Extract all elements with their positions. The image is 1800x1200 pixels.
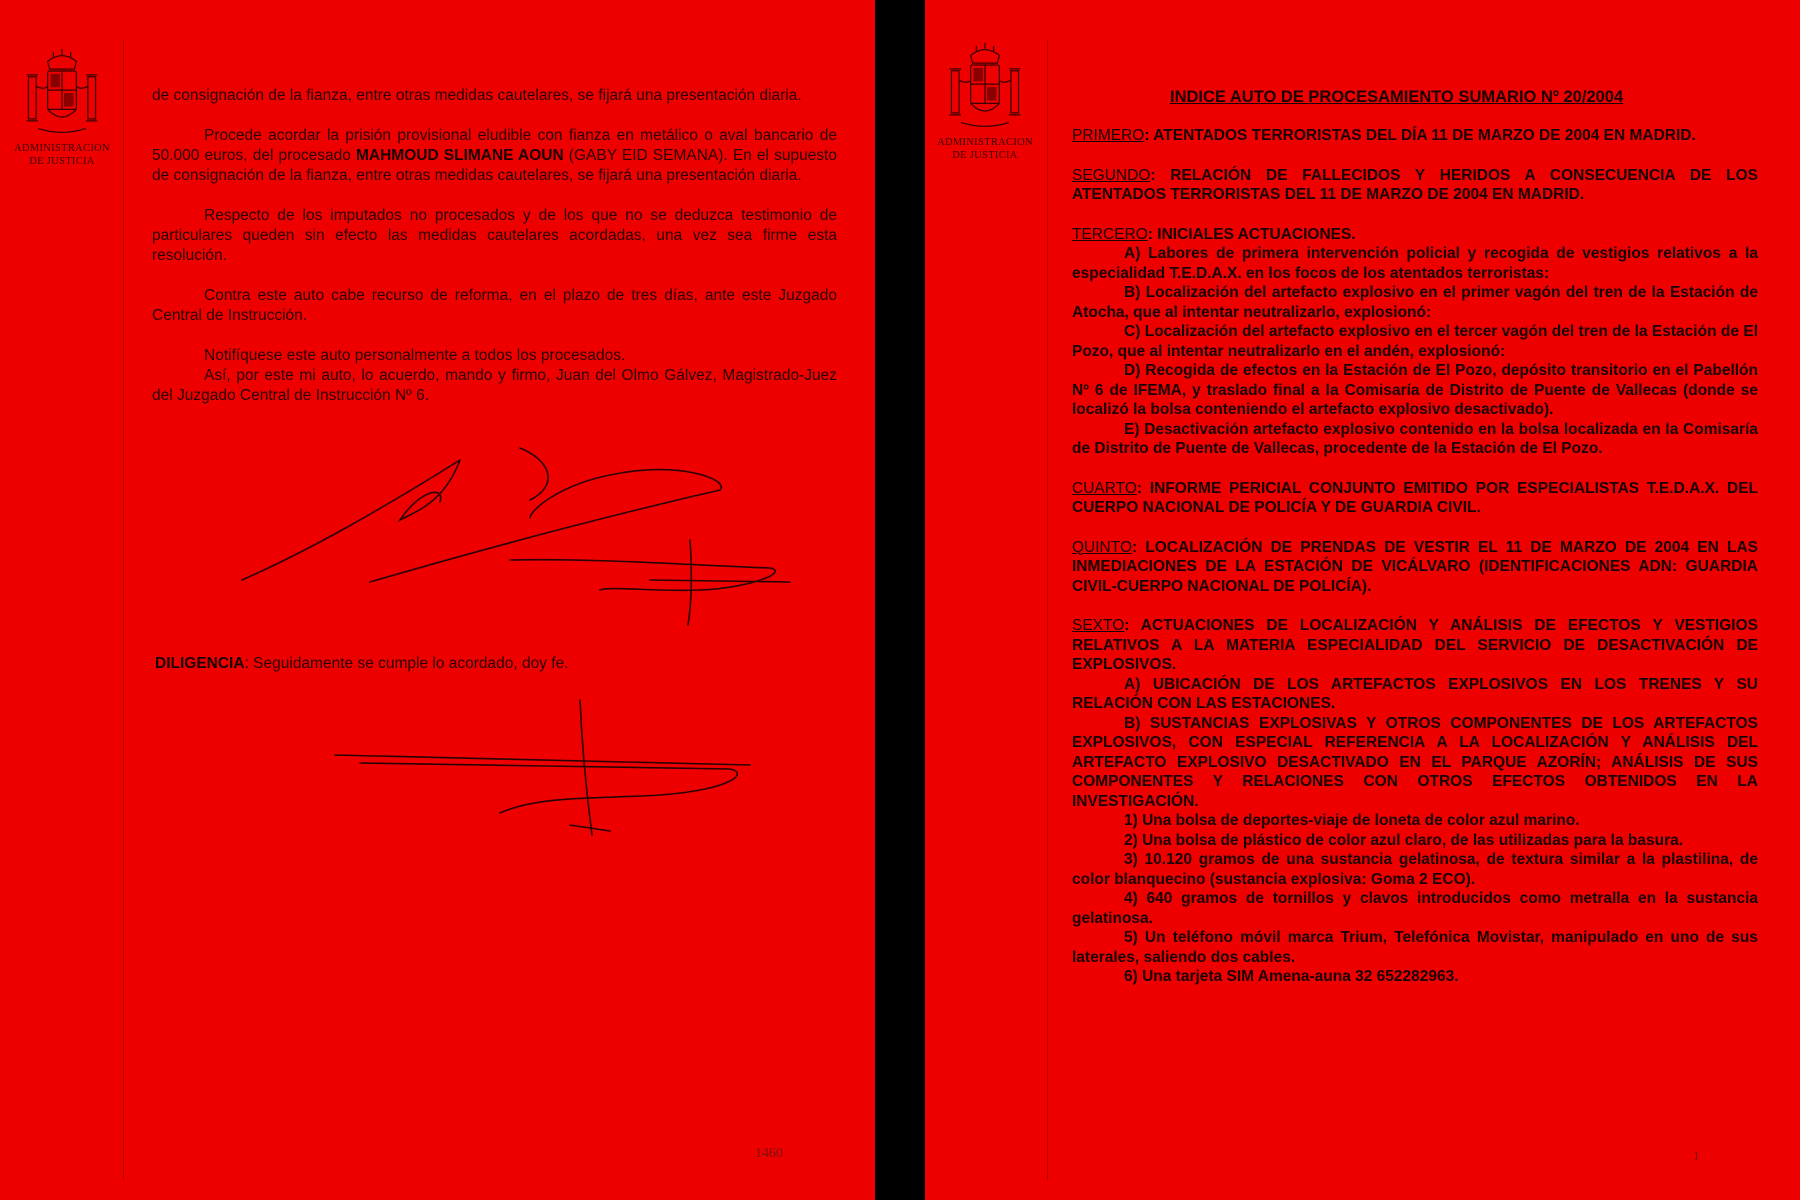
left-document-page [0, 0, 875, 1200]
index-entry: E) Desactivación artefacto explosivo contenido en la bolsa localizada en la Comisaría de Distrito de Puente de Vallecas, procedente de la Estación de El Pozo. [1072, 420, 1758, 457]
index-entry: 6) Una tarjeta SIM Amena-auna 32 652282963. [1124, 968, 1459, 985]
paragraph-appeal: Contra este auto cabe recurso de reforma, en el plazo de tres días, ante este Juzgado Central de Instrucción. [152, 287, 837, 324]
paragraph-measures: Respecto de los imputados no procesados y de los que no se deduzca testimonio de particulares queden sin efecto las medidas cautelares acordadas, una vez sea firme esta resolución. [152, 207, 837, 264]
coat-of-arms-emblem [935, 42, 1035, 162]
index-entry: A) Labores de primera intervención policial y recogida de vestigios relativos a la especialidad T.E.D.A.X. en los focos de los atentados terroristas: [1072, 245, 1758, 282]
section-label: QUINTO [1072, 538, 1132, 556]
crest-caption-line1: ADMINISTRACION [14, 143, 110, 154]
index-entry: 3) 10.120 gramos de una sustancia gelatinosa, de textura similar a la plastilina, de color blanquecino (sustancia explosiva: Goma 2 ECO). [1072, 851, 1758, 888]
bail-text-end: (GABY EID SEMANA). En el supuesto de consignación de la fianza, entre otras medidas cautelares, se fijará una presentación diaria. [152, 147, 837, 184]
spanish-crest-icon [17, 48, 107, 140]
section-label: PRIMERO [1072, 127, 1145, 144]
section-cuarto [1072, 479, 1758, 518]
judge-signature [230, 440, 830, 640]
section-tercero [1072, 225, 1758, 245]
crest-caption-line1: ADMINISTRACION [937, 137, 1033, 148]
index-entry: 2) Una bolsa de plástico de color azul claro, de las utilizadas para la basura. [1124, 831, 1684, 849]
index-body [1072, 126, 1758, 987]
paragraph-bail-continuation: de consignación de la fianza, entre otras medidas cautelares, se fijará una presentación diaria. [152, 87, 802, 104]
spanish-crest-icon [940, 42, 1030, 134]
index-entry: 5) Un teléfono móvil marca Trium, Telefónica Movistar, manipulado en uno de sus laterales, saliendo dos cables. [1072, 929, 1758, 966]
coat-of-arms-emblem [12, 48, 112, 168]
diligencia-label: DILIGENCIA [155, 655, 245, 672]
section-segundo [1072, 166, 1758, 205]
diligencia-line [155, 655, 805, 673]
section-label: SEGUNDO [1072, 166, 1151, 184]
paragraph-bail-order [152, 126, 837, 186]
section-label: TERCERO [1072, 225, 1148, 243]
crest-caption [937, 136, 1033, 162]
bail-text-start: Procede acordar la prisión provisional eludible con fianza en metálico o aval bancario de 50.000 euros, del procesado [152, 127, 837, 164]
index-entry: 4) 640 gramos de tornillos y clavos introducidos como metralla en la sustancia gelatinosa. [1072, 890, 1758, 927]
index-entry: B) SUSTANCIAS EXPLOSIVAS Y OTROS COMPONENTES DE LOS ARTEFACTOS EXPLOSIVOS, CON ESPECIAL REFERENCIA A LA LOCALIZACIÓN Y ANÁLISIS DEL ARTEFACTO EXPLOSIVO DESACTIVADO EN EL PARQUE AZORÍN; ANÁLISIS DE SUS COMPONENTES Y RELACIONES CON OTROS EFECTOS OBTENIDOS EN LA INVESTIGACIÓN. [1072, 714, 1758, 810]
margin-rule [1047, 40, 1048, 1180]
crest-caption-line2: DE JUSTICIA [952, 150, 1018, 161]
section-heading: : ATENTADOS TERRORISTAS DEL DÍA 11 DE MARZO DE 2004 EN MADRID. [1144, 127, 1696, 144]
secretary-signature [330, 695, 830, 845]
index-title: INDICE AUTO DE PROCESAMIENTO SUMARIO Nº 20/2004 [1170, 88, 1624, 106]
margin-rule [123, 40, 124, 1180]
index-entry: 1) Una bolsa de deportes-viaje de loneta de color azul marino. [1124, 812, 1580, 829]
crest-caption [14, 142, 110, 168]
section-quinto [1072, 538, 1758, 597]
section-heading: : ACTUACIONES DE LOCALIZACIÓN Y ANÁLISIS DE EFECTOS Y VESTIGIOS RELATIVOS A LA MATERIA ESPECIALIDAD DEL SERVICIO DE DESACTIVACIÓN DE EXPLOSIVOS. [1072, 617, 1758, 673]
section-heading: : LOCALIZACIÓN DE PRENDAS DE VESTIR EL 11 DE MARZO DE 2004 EN LAS INMEDIACIONES DE LA ESTACIÓN DE VICÁLVARO (IDENTIFICACIONES ADN: GUARDIA CIVIL-CUERPO NACIONAL DE POLICÍA). [1072, 538, 1758, 595]
diligencia-text: : Seguidamente se cumple lo acordado, doy fe. [244, 655, 569, 672]
section-label: SEXTO [1072, 617, 1125, 634]
index-entry: A) UBICACIÓN DE LOS ARTEFACTOS EXPLOSIVOS EN LOS TRENES Y SU RELACIÓN CON LAS ESTACIONES. [1072, 675, 1758, 712]
index-entry: B) Localización del artefacto explosivo en el primer vagón del tren de la Estación de Atocha, que al intentar neutralizarlo, explosionó: [1072, 284, 1758, 321]
crest-caption-line2: DE JUSTICIA [29, 156, 95, 167]
index-entry: D) Recogida de efectos en la Estación de El Pozo, depósito transitorio en el Pabellón Nº 6 de IFEMA, y traslado final a la Comisaría de Distrito de Puente de Vallecas (donde se localizó la bolsa conteniendo el artefacto explosivo desactivado). [1072, 362, 1758, 418]
section-sexto [1072, 616, 1758, 675]
paragraph-notify: Notifíquese este auto personalmente a todos los procesados. [204, 347, 626, 364]
folio-number: 1 [1693, 1148, 1700, 1163]
left-body-text [152, 86, 837, 426]
index-entry: C) Localización del artefacto explosivo en el tercer vagón del tren de la Estación de El Pozo, que al intentar neutralizarlo en el andén, explosionó: [1072, 323, 1758, 360]
section-primero [1072, 126, 1758, 146]
folio-number: 1460 [755, 1146, 783, 1161]
defendant-name: MAHMOUD SLIMANE AOUN [356, 147, 564, 164]
section-heading: : RELACIÓN DE FALLECIDOS Y HERIDOS A CONSECUENCIA DE LOS ATENTADOS TERRORISTAS DEL 11 DE MARZO DE 2004 EN MADRID. [1072, 166, 1758, 203]
section-label: CUARTO [1072, 479, 1137, 497]
section-heading: : INICIALES ACTUACIONES. [1147, 225, 1356, 243]
section-heading: : INFORME PERICIAL CONJUNTO EMITIDO POR ESPECIALISTAS T.E.D.A.X. DEL CUERPO NACIONAL DE POLICÍA Y DE GUARDIA CIVIL. [1072, 479, 1758, 516]
paragraph-signature-clause: Así, por este mi auto, lo acuerdo, mando y firmo, Juan del Olmo Gálvez, Magistrado-Juez del Juzgado Central de Instrucción Nº 6. [152, 367, 837, 404]
